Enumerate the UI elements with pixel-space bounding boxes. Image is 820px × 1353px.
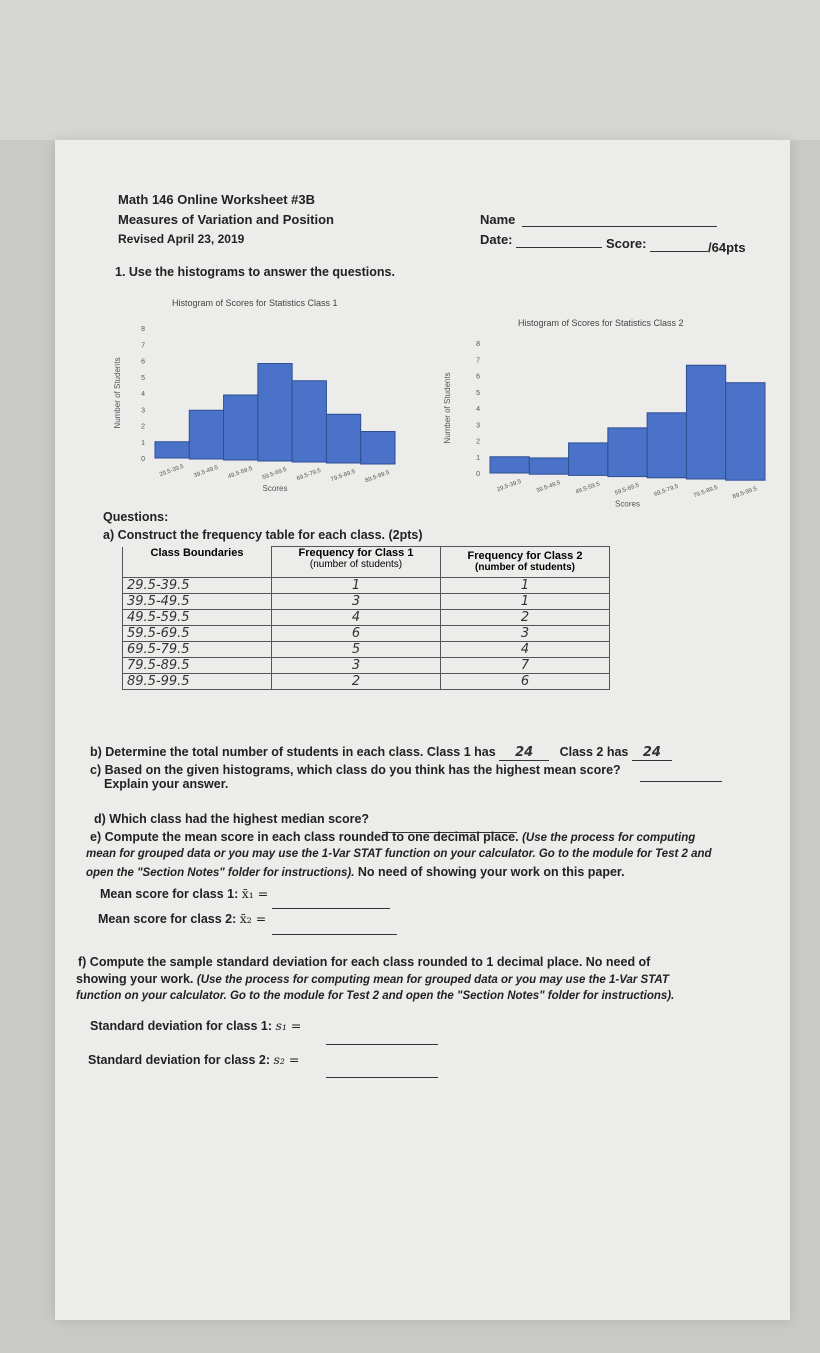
background bbox=[0, 0, 820, 140]
s2-symbol: s₂ = bbox=[273, 1052, 300, 1067]
class1-frequency-cell[interactable]: 5 bbox=[272, 641, 441, 657]
col-class-boundaries: Class Boundaries bbox=[123, 547, 272, 578]
bar-1 bbox=[490, 457, 529, 473]
question-f-line3: function on your calculator. Go to the module for Test 2 and open the "Section Notes" folder for instructions). bbox=[76, 990, 675, 1002]
y-tick-label: 2 bbox=[141, 423, 145, 431]
histogram-class-2 bbox=[440, 325, 780, 515]
s1-symbol: s₁ = bbox=[275, 1018, 302, 1033]
question-f-line2 bbox=[76, 972, 669, 986]
question-e-text: e) Compute the mean score in each class rounded to one decimal place. bbox=[90, 830, 519, 844]
class2-frequency-cell[interactable]: 2 bbox=[441, 609, 610, 625]
question-1: 1. Use the histograms to answer the questions. bbox=[115, 265, 395, 279]
class2-frequency-cell[interactable]: 4 bbox=[441, 641, 610, 657]
y-tick-label: 5 bbox=[476, 389, 480, 397]
date-blank[interactable] bbox=[516, 247, 602, 248]
class1-frequency-cell[interactable]: 1 bbox=[272, 577, 441, 593]
y-tick-label: 7 bbox=[141, 342, 145, 350]
y-tick-label: 1 bbox=[476, 454, 480, 462]
bar-5 bbox=[292, 381, 326, 462]
question-f-paren: (Use the process for computing mean for grouped data or you may use the 1-Var STAT bbox=[196, 974, 669, 986]
class1-frequency-cell[interactable]: 3 bbox=[272, 593, 441, 609]
xbar1-symbol: x̄₁ = bbox=[241, 886, 269, 901]
points-label: /64pts bbox=[708, 240, 746, 255]
y-tick-label: 2 bbox=[476, 438, 480, 446]
class-boundary-cell[interactable]: 39.5-49.5 bbox=[123, 593, 272, 609]
x-tick-label: 89.5-99.5 bbox=[364, 469, 391, 485]
y-axis-label: Number of Students bbox=[443, 372, 452, 444]
sd-class-2-label: Standard deviation for class 2: bbox=[88, 1053, 270, 1067]
mean-class-1-blank[interactable] bbox=[272, 908, 390, 909]
y-tick-label: 6 bbox=[141, 358, 145, 366]
x-tick-label: 89.5-99.5 bbox=[732, 486, 758, 501]
name-label: Name bbox=[480, 212, 516, 227]
class1-frequency-cell[interactable]: 6 bbox=[272, 625, 441, 641]
topic-title: Measures of Variation and Position bbox=[118, 212, 334, 227]
bar-7 bbox=[361, 432, 395, 465]
y-tick-label: 3 bbox=[476, 422, 480, 430]
class2-frequency-cell[interactable]: 7 bbox=[441, 657, 610, 673]
question-e-rest: No need of showing your work on this paper. bbox=[357, 865, 625, 879]
score-blank[interactable] bbox=[650, 251, 708, 252]
bar-2 bbox=[529, 458, 568, 474]
x-tick-label: 59.5-69.5 bbox=[261, 466, 288, 482]
bar-2 bbox=[189, 410, 223, 459]
question-f-line1: f) Compute the sample standard deviation for each class rounded to 1 decimal place. No need of bbox=[78, 955, 651, 969]
x-tick-label: 79.5-89.5 bbox=[330, 468, 357, 484]
chart1-title: Histogram of Scores for Statistics Class 1 bbox=[172, 298, 338, 308]
y-tick-label: 5 bbox=[141, 374, 145, 382]
x-tick-label: 29.5-39.5 bbox=[158, 463, 185, 479]
question-c: c) Based on the given histograms, which class do you think has the highest mean score? bbox=[90, 763, 621, 777]
question-e-line1 bbox=[90, 830, 695, 844]
frequency-table bbox=[122, 546, 610, 690]
y-tick-label: 3 bbox=[141, 407, 145, 415]
col2-subtitle: (number of students) bbox=[309, 559, 403, 570]
question-d: d) Which class had the highest median score? bbox=[94, 812, 370, 826]
x-tick-label: 59.5-69.5 bbox=[614, 482, 641, 497]
course-title: Math 146 Online Worksheet #3B bbox=[118, 192, 315, 207]
name-blank[interactable] bbox=[522, 226, 717, 227]
table-row bbox=[123, 577, 610, 593]
class2-total-label: Class 2 has bbox=[559, 745, 629, 759]
col-frequency-class-1 bbox=[272, 547, 441, 578]
table-row bbox=[123, 593, 610, 609]
question-e-line2: mean for grouped data or you may use the 1-Var STAT function on your calculator. Go to the module for Test 2 and bbox=[86, 848, 712, 860]
sd-class-2 bbox=[88, 1052, 299, 1067]
col-frequency-class-2 bbox=[441, 547, 610, 578]
y-tick-label: 8 bbox=[141, 326, 145, 333]
bar-7 bbox=[726, 383, 765, 481]
x-tick-label: 79.5-89.5 bbox=[692, 484, 719, 500]
date-label: Date: bbox=[480, 232, 513, 247]
question-e-paren: (Use the process for computing bbox=[522, 832, 696, 844]
question-e-italic: open the "Section Notes" folder for instructions). bbox=[86, 867, 355, 879]
class1-frequency-cell[interactable]: 3 bbox=[272, 657, 441, 673]
class2-total-answer[interactable]: 24 bbox=[632, 745, 672, 761]
col2-title: Frequency for Class 1 bbox=[298, 547, 414, 559]
y-tick-label: 0 bbox=[476, 471, 480, 478]
y-tick-label: 1 bbox=[141, 439, 145, 447]
class1-frequency-cell[interactable]: 2 bbox=[272, 673, 441, 689]
histogram-class-1 bbox=[110, 310, 410, 500]
col3-title: Frequency for Class 2 bbox=[467, 550, 583, 563]
class2-frequency-cell[interactable]: 1 bbox=[441, 577, 610, 593]
x-axis-label: Scores bbox=[615, 499, 640, 509]
class-boundary-cell[interactable]: 59.5-69.5 bbox=[123, 625, 272, 641]
question-c-answer-blank[interactable] bbox=[640, 781, 722, 782]
questions-label: Questions: bbox=[103, 510, 169, 524]
bar-1 bbox=[155, 442, 189, 458]
col3-subtitle: (number of students) bbox=[475, 562, 575, 574]
class2-frequency-cell[interactable]: 3 bbox=[441, 625, 610, 641]
y-axis-label: Number of Students bbox=[113, 357, 122, 429]
x-tick-label: 69.5-79.5 bbox=[296, 467, 322, 483]
class-boundary-cell[interactable]: 79.5-89.5 bbox=[123, 657, 272, 673]
table-row bbox=[123, 673, 610, 689]
sd-class-1-blank[interactable] bbox=[326, 1044, 438, 1045]
question-e-line3 bbox=[86, 865, 625, 879]
sd-class-2-blank[interactable] bbox=[326, 1077, 438, 1078]
revised-date: Revised April 23, 2019 bbox=[118, 232, 245, 246]
chart2-title: Histogram of Scores for Statistics Class 2 bbox=[518, 318, 684, 328]
bar-4 bbox=[608, 428, 647, 477]
class-boundary-cell[interactable]: 69.5-79.5 bbox=[123, 641, 272, 657]
table-row bbox=[123, 609, 610, 625]
x-tick-label: 69.5-79.5 bbox=[653, 483, 680, 499]
mean-class-1 bbox=[100, 886, 268, 901]
table-row bbox=[123, 657, 610, 673]
bar-5 bbox=[647, 413, 686, 478]
class1-total-answer[interactable]: 24 bbox=[499, 745, 549, 761]
class-boundary-cell[interactable]: 49.5-59.5 bbox=[123, 609, 272, 625]
bar-3 bbox=[569, 443, 608, 476]
x-axis-label: Scores bbox=[262, 484, 288, 493]
question-b bbox=[90, 745, 672, 761]
sd-class-1-label: Standard deviation for class 1: bbox=[90, 1019, 272, 1033]
bar-6 bbox=[686, 365, 725, 479]
y-tick-label: 4 bbox=[141, 391, 145, 398]
x-tick-label: 39.5-49.5 bbox=[535, 480, 562, 495]
y-tick-label: 6 bbox=[476, 373, 480, 381]
class-boundary-cell[interactable]: 29.5-39.5 bbox=[123, 577, 272, 593]
class1-frequency-cell[interactable]: 4 bbox=[272, 609, 441, 625]
sd-class-1 bbox=[90, 1018, 301, 1033]
mean-class-2-label: Mean score for class 2: bbox=[98, 912, 237, 926]
y-tick-label: 7 bbox=[476, 357, 480, 365]
question-c-explain: Explain your answer. bbox=[104, 777, 229, 791]
x-tick-label: 49.5-59.5 bbox=[227, 465, 254, 481]
y-tick-label: 8 bbox=[476, 341, 480, 348]
bar-4 bbox=[258, 364, 292, 462]
xbar2-symbol: x̄₂ = bbox=[239, 911, 267, 926]
class2-frequency-cell[interactable]: 1 bbox=[441, 593, 610, 609]
class2-frequency-cell[interactable]: 6 bbox=[441, 673, 610, 689]
y-tick-label: 4 bbox=[476, 406, 480, 413]
question-b-text: b) Determine the total number of students in each class. Class 1 has bbox=[90, 745, 496, 759]
frequency-table-body bbox=[123, 577, 610, 689]
class-boundary-cell[interactable]: 89.5-99.5 bbox=[123, 673, 272, 689]
x-tick-label: 49.5-59.5 bbox=[574, 481, 601, 496]
table-header-row bbox=[123, 547, 610, 578]
mean-class-2 bbox=[98, 911, 266, 926]
mean-class-2-blank[interactable] bbox=[272, 934, 397, 935]
bar-3 bbox=[224, 395, 258, 460]
question-a: a) Construct the frequency table for each class. (2pts) bbox=[103, 528, 423, 542]
x-tick-label: 39.5-49.5 bbox=[193, 464, 220, 480]
y-tick-label: 0 bbox=[141, 456, 145, 463]
x-tick-label: 29.5-39.5 bbox=[496, 478, 523, 494]
question-f-text: showing your work. bbox=[76, 972, 194, 986]
table-row bbox=[123, 641, 610, 657]
bar-6 bbox=[326, 414, 360, 463]
score-label: Score: bbox=[606, 236, 647, 251]
table-row bbox=[123, 625, 610, 641]
mean-class-1-label: Mean score for class 1: bbox=[100, 887, 239, 901]
